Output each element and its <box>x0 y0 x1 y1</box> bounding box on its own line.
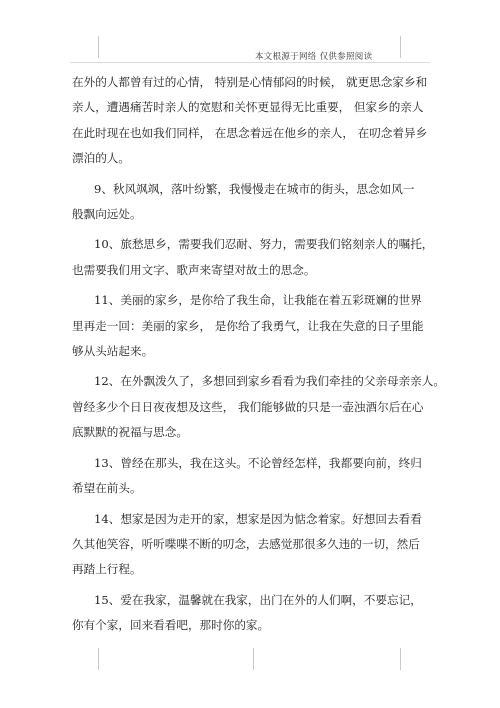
text-line: 曾经多少个日日夜夜想及这些， 我们能够做的只是一壶浊酒尔后在心 <box>72 399 424 414</box>
paragraph-12 <box>72 369 445 445</box>
text-line: 般飘向远处。 <box>72 207 142 222</box>
crop-mark <box>98 36 99 58</box>
text-line: 久其他笑容，听听喋喋不断的叨念，去感觉那很多久违的一切，然后 <box>72 536 420 551</box>
text-line: 里再走一回：美丽的家乡， 是你给了我勇气，让我在失意的日子里能 <box>72 318 424 333</box>
paragraph-10 <box>72 232 432 283</box>
text-line: 够从头站起来。 <box>72 344 154 359</box>
paragraph-11 <box>72 288 432 364</box>
text-line: 再踏上行程。 <box>72 562 142 577</box>
text-line: 11、美丽的家乡，是你给了我生命，让我能在着五彩斑斓的世界 <box>94 293 422 308</box>
text-line: 9、秋风飒飒，落叶纷繁，我慢慢走在城市的街头，思念如风一 <box>94 181 415 196</box>
text-line: 15、爱在我家，温馨就在我家，出门在外的人们啊，不要忘记， <box>94 592 422 607</box>
page-header: 本文根源于网络 仅供参照阅读 <box>255 52 373 62</box>
text-line: 14、想家是因为走开的家，想家是因为惦念着家。好想回去看看 <box>94 511 422 526</box>
text-line: 底默默的祝福与思念。 <box>72 425 188 440</box>
text-line: 也需要我们用文字、歌声来寄望对故土的思念。 <box>72 262 316 277</box>
text-line: 漂泊的人。 <box>72 151 130 166</box>
paragraph-13 <box>72 451 432 502</box>
header-divider <box>70 62 430 63</box>
text-line: 10、旅愁思乡，需要我们忍耐、努力，需要我们铭刻亲人的嘱托， <box>94 237 434 252</box>
crop-mark <box>253 648 254 670</box>
paragraph-15 <box>72 588 432 639</box>
paragraph-9 <box>72 177 432 228</box>
text-line: 希望在前头。 <box>72 481 142 496</box>
text-line: 在外的人都曾有过的心情， 特别是心情郁闷的时候， 就更思念家乡和 <box>72 75 428 89</box>
text-line: 你有个家，回来看看吧，那时你的家。 <box>72 618 270 633</box>
text-line: 亲人，遭遇痛苦时亲人的宽慰和关怀更显得无比重要， 但家乡的亲人 <box>72 100 424 115</box>
text-line: 13、曾经在那头，我在这头。不论曾经怎样，我都要向前，终归 <box>94 455 422 470</box>
paragraph-intro <box>72 70 432 172</box>
crop-mark <box>98 648 99 670</box>
crop-mark <box>400 648 401 670</box>
document-body <box>72 70 445 639</box>
paragraph-14 <box>72 507 432 583</box>
text-line: 在此时现在也如我们同样， 在思念着远在他乡的亲人， 在叨念着异乡 <box>72 125 428 140</box>
text-line: 12、在外飘泼久了，多想回到家乡看看为我们牵挂的父亲母亲亲人。 <box>94 374 445 389</box>
crop-mark <box>400 36 401 58</box>
